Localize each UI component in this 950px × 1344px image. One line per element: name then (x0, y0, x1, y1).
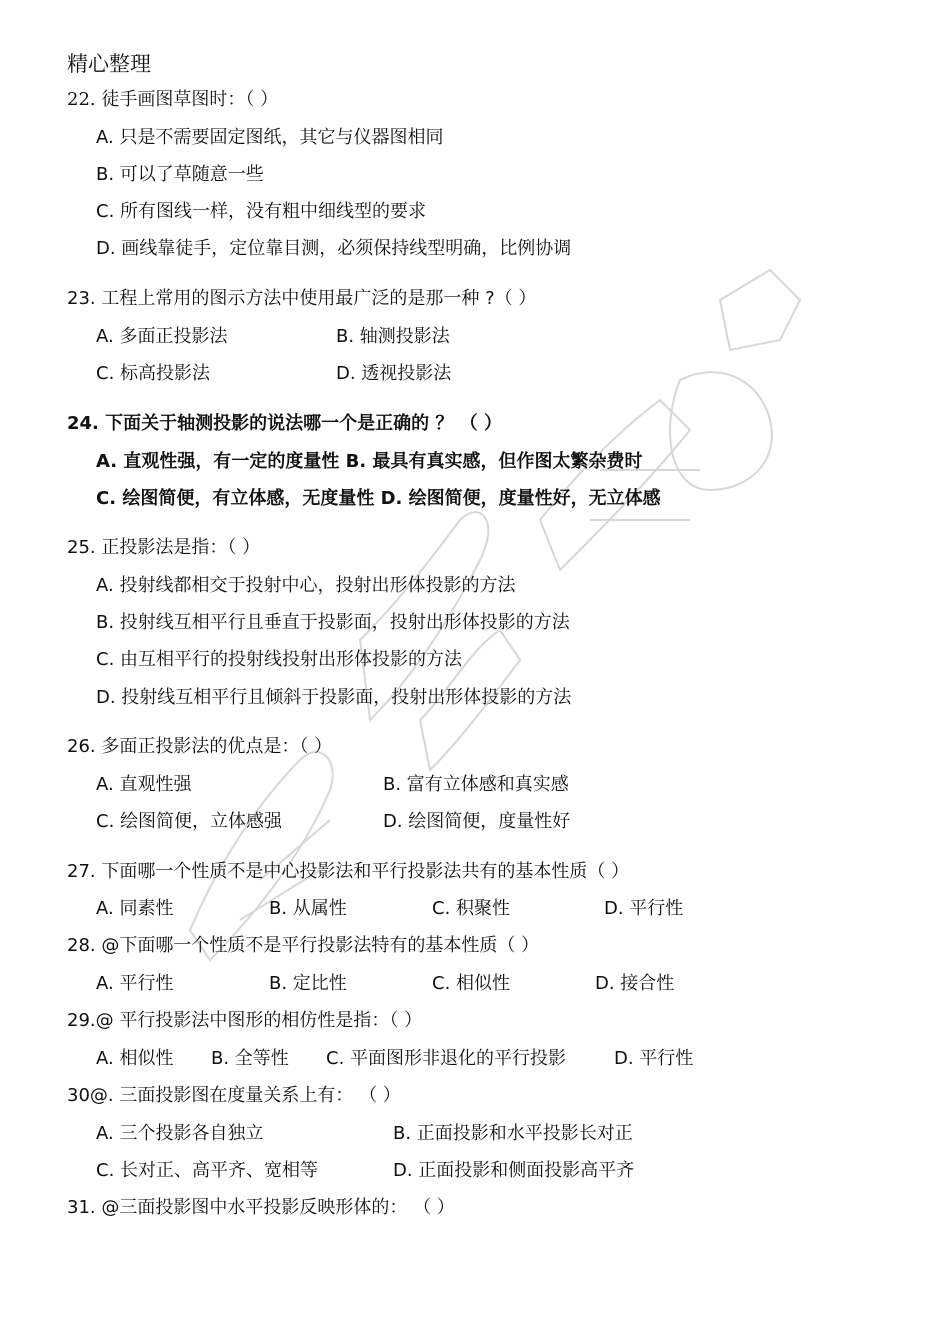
question-22-option-a: A. 只是不需要固定图纸，其它与仪器图相同 (96, 127, 444, 148)
question-23-option-b: B. 轴测投影法 (336, 326, 450, 347)
question-29-option-a: A. 相似性 (96, 1048, 174, 1069)
question-28-option-c: C. 相似性 (432, 973, 511, 994)
question-25-option-a: A. 投射线都相交于投射中心，投射出形体投影的方法 (96, 575, 516, 596)
question-28-option-a: A. 平行性 (96, 973, 174, 994)
question-24-options-cd: C. 绘图简便，有立体感，无度量性 D. 绘图简便，度量性好，无立体感 (96, 488, 661, 509)
question-30-option-a: A. 三个投影各自独立 (96, 1123, 264, 1144)
question-23-option-c: C. 标高投影法 (96, 363, 211, 384)
question-27-stem: 27. 下面哪一个性质不是中心投影法和平行投影法共有的基本性质（ ） (67, 861, 630, 882)
question-25-option-d: D. 投射线互相平行且倾斜于投影面，投射出形体投影的方法 (96, 687, 572, 708)
question-27-option-d: D. 平行性 (604, 898, 684, 919)
question-25-option-b: B. 投射线互相平行且垂直于投影面，投射出形体投影的方法 (96, 612, 570, 633)
question-29-option-c: C. 平面图形非退化的平行投影 (326, 1048, 567, 1069)
page-header: 精心整理 (67, 52, 151, 76)
question-29-option-d: D. 平行性 (614, 1048, 694, 1069)
question-24-options-ab: A. 直观性强，有一定的度量性 B. 最具有真实感，但作图太繁杂费时 (96, 451, 643, 472)
question-23-option-d: D. 透视投影法 (336, 363, 452, 384)
question-28-option-d: D. 接合性 (595, 973, 675, 994)
question-26-option-c: C. 绘图简便，立体感强 (96, 811, 283, 832)
question-27-option-b: B. 从属性 (269, 898, 347, 919)
question-26-stem: 26. 多面正投影法的优点是：（ ） (67, 736, 333, 757)
question-30-option-d: D. 正面投影和侧面投影高平齐 (393, 1160, 635, 1181)
question-26-option-a: A. 直观性强 (96, 774, 192, 795)
question-22-stem: 22. 徒手画图草图时：（ ） (67, 89, 279, 110)
question-29-option-b: B. 全等性 (211, 1048, 289, 1069)
question-28-option-b: B. 定比性 (269, 973, 347, 994)
question-24-stem: 24. 下面关于轴测投影的说法哪一个是正确的 ？ （ ） (67, 413, 502, 434)
question-27-option-c: C. 积聚性 (432, 898, 511, 919)
question-22-option-d: D. 画线靠徒手，定位靠目测，必须保持线型明确，比例协调 (96, 238, 572, 259)
question-31-stem: 31. @三面投影图中水平投影反映形体的： （ ） (67, 1197, 455, 1218)
question-29-stem: 29.@ 平行投影法中图形的相仿性是指：（ ） (67, 1010, 423, 1031)
question-25-option-c: C. 由互相平行的投射线投射出形体投影的方法 (96, 649, 463, 670)
question-22-option-c: C. 所有图线一样，没有粗中细线型的要求 (96, 201, 427, 222)
question-26-option-d: D. 绘图简便，度量性好 (383, 811, 571, 832)
question-30-option-c: C. 长对正、高平齐、宽相等 (96, 1160, 319, 1181)
question-23-option-a: A. 多面正投影法 (96, 326, 228, 347)
question-28-stem: 28. @下面哪一个性质不是平行投影法特有的基本性质（ ） (67, 935, 540, 956)
question-26-option-b: B. 富有立体感和真实感 (383, 774, 569, 795)
question-23-stem: 23. 工程上常用的图示方法中使用最广泛的是那一种 ?（ ） (67, 288, 537, 309)
question-30-option-b: B. 正面投影和水平投影长对正 (393, 1123, 633, 1144)
question-27-option-a: A. 同素性 (96, 898, 174, 919)
question-22-option-b: B. 可以了草随意一些 (96, 164, 264, 185)
question-25-stem: 25. 正投影法是指：（ ） (67, 537, 261, 558)
question-30-stem: 30@. 三面投影图在度量关系上有： （ ） (67, 1085, 401, 1106)
